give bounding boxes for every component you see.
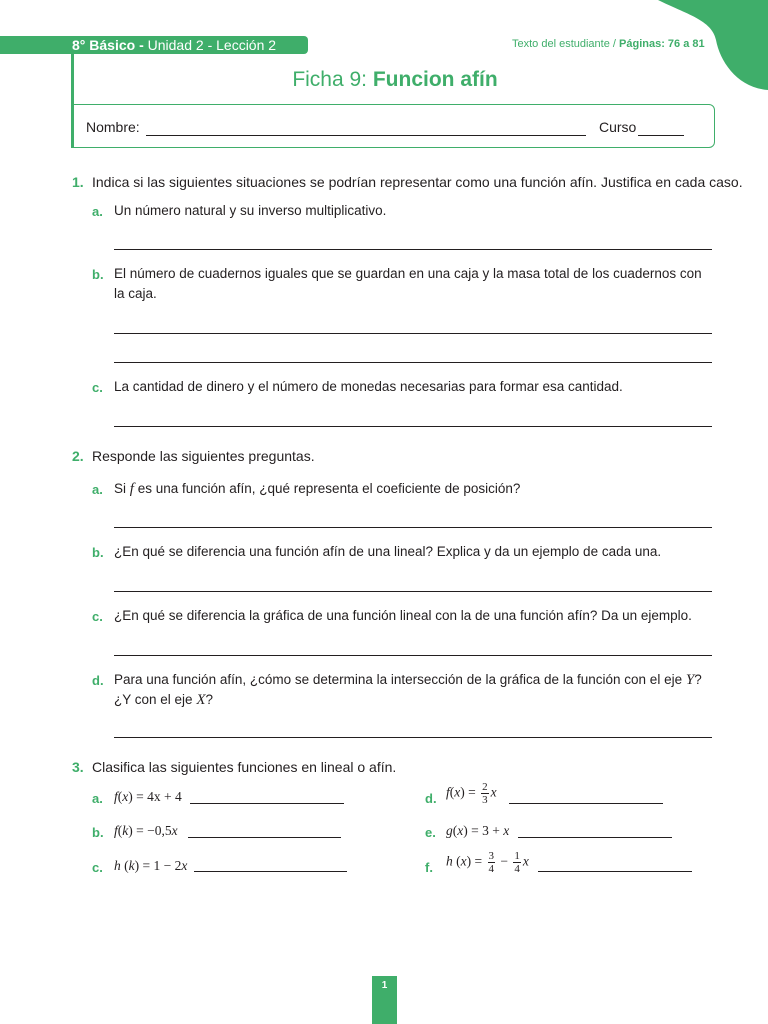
q3c-function: h (k) = 1 − 2x <box>114 858 188 873</box>
q3e-answer-line[interactable] <box>518 837 672 838</box>
q1a-letter: a. <box>92 204 103 219</box>
q3a-function: f(x) = 4x + 4 <box>114 789 182 804</box>
q2c-letter: c. <box>92 609 103 624</box>
q2c-text: ¿En qué se diferencia la gráfica de una función lineal con la de una función afín? Da un ejemplo. <box>114 608 692 623</box>
q3-text: Clasifica las siguientes funciones en lineal o afín. <box>92 759 397 775</box>
q2d-letter: d. <box>92 673 104 688</box>
q3d-eq: = <box>464 784 480 800</box>
q3b-function: f(k) = −0,5x <box>114 823 178 838</box>
q3f-var: x <box>522 853 529 869</box>
q3f-num1: 3 <box>488 850 494 862</box>
page-title <box>0 68 768 92</box>
source-pages: Páginas: 76 a 81 <box>619 38 705 50</box>
q3d-den: 3 <box>482 794 488 806</box>
q3f-den2: 4 <box>514 863 520 875</box>
grade-label: 8° Básico - <box>72 37 144 53</box>
course-field[interactable] <box>638 135 684 136</box>
q2a-letter: a. <box>92 482 103 497</box>
q3a-rhs: = 4x + 4 <box>132 789 182 804</box>
page-number: 1 <box>381 980 388 991</box>
q1b-letter: b. <box>92 267 104 282</box>
source-prefix: Texto del estudiante / <box>512 38 620 50</box>
q3d-answer-line[interactable] <box>509 803 663 804</box>
q3a-arg: x <box>122 789 129 804</box>
q3b-letter: b. <box>92 825 104 840</box>
unit-lesson-label: Unidad 2 - Lección 2 <box>143 37 277 53</box>
q3b-rhs-pre: = −0,5 <box>132 823 172 838</box>
name-field[interactable] <box>146 135 586 136</box>
q1b-text: El número de cuadernos iguales que se guardan en una caja y la masa total de los cuadernos con la caja. <box>114 266 702 301</box>
q3f-arg: x <box>460 853 467 869</box>
q3f-letter: f. <box>425 860 433 875</box>
q3e-arg: x <box>457 823 464 838</box>
q2a-answer-line[interactable] <box>114 527 712 528</box>
q1b-answer-line-1[interactable] <box>114 333 712 334</box>
q3f-den1: 4 <box>488 863 494 875</box>
q3f-eq: = <box>471 853 486 869</box>
q2a-after: es una función afín, ¿qué representa el coeficiente de posición? <box>133 481 521 496</box>
q2d-var-y: Y <box>685 672 695 688</box>
q3f-minus: − <box>497 853 512 869</box>
q2-text: Responde las siguientes preguntas. <box>92 448 315 464</box>
q2b-letter: b. <box>92 545 104 560</box>
q3a-letter: a. <box>92 791 103 806</box>
q2a-before: Si <box>114 481 130 496</box>
q3f-num2: 1 <box>514 850 520 862</box>
name-label: Nombre: <box>86 119 140 135</box>
q1c-letter: c. <box>92 380 103 395</box>
q1a-answer-line[interactable] <box>114 249 712 250</box>
q3d-fraction <box>481 781 489 806</box>
q2b-text: ¿En qué se diferencia una función afín de una lineal? Explica y da un ejemplo de cada una. <box>114 544 662 559</box>
q3b-arg: k <box>122 823 129 838</box>
q1b-answer-line-2[interactable] <box>114 362 712 363</box>
q3c-rhs-var: x <box>181 858 188 873</box>
q1-text: Indica si las siguientes situaciones se podrían representar como una función afín. Justifica en cada caso. <box>92 174 743 190</box>
q3f-answer-line[interactable] <box>538 871 692 872</box>
q3d-fn: f <box>446 784 450 800</box>
q3e-fn: g <box>446 823 453 838</box>
q3d-function: f(x) = $\frac{2}{3}$ x <box>446 781 497 806</box>
title-prefix: Ficha 9: <box>292 68 373 91</box>
page-number-tab <box>372 976 397 1024</box>
q2d-text <box>114 670 706 710</box>
q3a-fn: f <box>114 789 118 804</box>
q2a-text <box>114 479 704 499</box>
name-course-box <box>73 104 715 148</box>
q3c-rhs-pre: = 1 − 2 <box>139 858 182 873</box>
q1c-text: La cantidad de dinero y el número de monedas necesarias para formar esa cantidad. <box>114 379 623 394</box>
q2c-answer-line[interactable] <box>114 655 712 656</box>
q1a-text: Un número natural y su inverso multiplicativo. <box>114 203 387 218</box>
q3d-num: 2 <box>482 781 488 793</box>
grade-lesson-tab <box>0 36 308 54</box>
q2d-var-x: X <box>196 692 206 708</box>
q3f-fraction-1 <box>488 850 496 875</box>
q2d-before: Para una función afín, ¿cómo se determina la intersección de la gráfica de la función con el eje <box>114 672 686 687</box>
q2-number: 2. <box>72 448 84 464</box>
q2a-var: f <box>129 481 134 497</box>
q3f-fraction-2 <box>513 850 521 875</box>
q2b-answer-line[interactable] <box>114 591 712 592</box>
q3b-answer-line[interactable] <box>188 837 341 838</box>
q3f-function: h (x) = $\frac{3}{4}$ − $\frac{1}{4}$ x <box>446 850 529 875</box>
q3e-rhs-pre: = 3 + <box>467 823 504 838</box>
title-main: Funcion afín <box>372 68 498 91</box>
q3-number: 3. <box>72 759 84 775</box>
q3e-rhs-var: x <box>503 823 510 838</box>
q3e-letter: e. <box>425 825 436 840</box>
q3c-answer-line[interactable] <box>194 871 347 872</box>
q3b-rhs-var: x <box>171 823 178 838</box>
q3d-letter: d. <box>425 791 437 806</box>
q1-number: 1. <box>72 174 84 190</box>
q3d-arg: x <box>454 784 461 800</box>
q3b-fn: f <box>114 823 118 838</box>
q2d-answer-line[interactable] <box>114 737 712 738</box>
q3c-fn: h <box>114 858 121 873</box>
q2d-middle: ? ¿Y con el eje <box>114 672 702 707</box>
q3c-arg: k <box>128 858 135 873</box>
q2d-after: ? <box>205 692 213 707</box>
q3f-fn: h <box>446 853 453 869</box>
q3a-answer-line[interactable] <box>190 803 344 804</box>
q3d-var: x <box>490 784 497 800</box>
source-reference <box>512 38 705 50</box>
q1c-answer-line[interactable] <box>114 426 712 427</box>
course-label: Curso <box>599 119 637 135</box>
q3e-function: g(x) = 3 + x <box>446 823 510 838</box>
q3c-letter: c. <box>92 860 103 875</box>
